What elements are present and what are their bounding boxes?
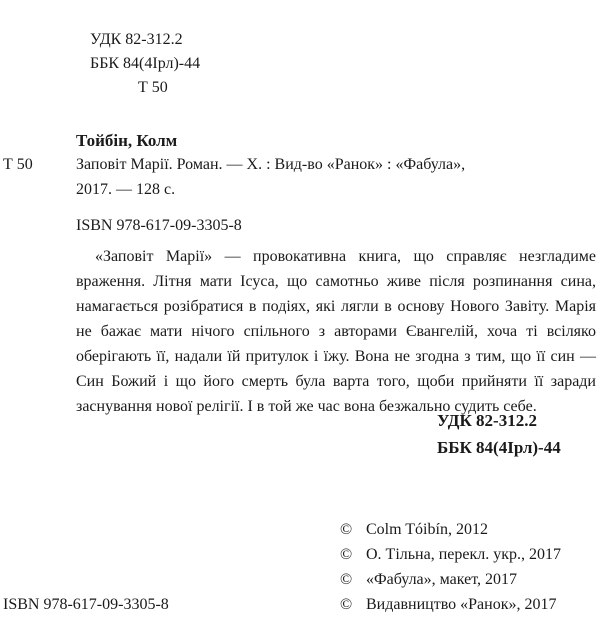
bottom-bbk-code: ББК 84(4Ірл)-44 <box>437 438 561 457</box>
isbn-main: ISBN 978-617-09-3305-8 <box>76 217 242 234</box>
author-name: Тойбін, Колм <box>76 131 178 150</box>
isbn-bottom: ISBN 978-617-09-3305-8 <box>3 596 169 613</box>
copyright-line <box>340 592 561 617</box>
copyright-text: О. Тільна, перекл. укр., 2017 <box>366 546 562 563</box>
bottom-udk-code: УДК 82-312.2 <box>437 411 537 430</box>
copyright-line <box>340 542 561 567</box>
copyright-icon: © <box>340 546 353 563</box>
publication-year-pages: 2017. — 128 с. <box>76 181 176 198</box>
copyright-line <box>340 567 561 592</box>
copyright-text: «Фабула», макет, 2017 <box>366 571 518 588</box>
copyright-line <box>340 517 561 542</box>
top-bbk-code: ББК 84(4Ірл)-44 <box>90 55 201 72</box>
top-author-code: Т 50 <box>138 79 168 96</box>
side-author-code: Т 50 <box>3 156 33 173</box>
book-annotation <box>76 244 596 419</box>
annotation-text: «Заповіт Марії» — провокативна книга, що справляє незгладиме враження. Літня мати Ісуса, що самотньо живе після розпинання сина, намагається розібратися в подіях, які лягли в основу Нового Завіту. Марія не бажає мати нічого спільного з авторами Євангелій, хоча ті всіляко оберігають її, надали їй притулок і їжу. Вона не згодна з тим, що її син — Син Божий і що його смерть була варта того, щоби прийняти її заради заснування нової релігії. І в той же час вона безжально судить себе. <box>76 248 596 415</box>
copyright-icon: © <box>340 571 353 588</box>
copyright-icon: © <box>340 596 353 613</box>
copyright-text: Colm Tóibín, 2012 <box>366 521 488 538</box>
copyright-text: Видавництво «Ранок», 2017 <box>366 596 557 613</box>
top-udk-code: УДК 82-312.2 <box>90 31 183 48</box>
copyright-list <box>340 517 561 617</box>
title-publisher-line: Заповіт Марії. Роман. — Х. : Вид-во «Ранок» : «Фабула», <box>76 156 466 173</box>
copyright-icon: © <box>340 521 353 538</box>
